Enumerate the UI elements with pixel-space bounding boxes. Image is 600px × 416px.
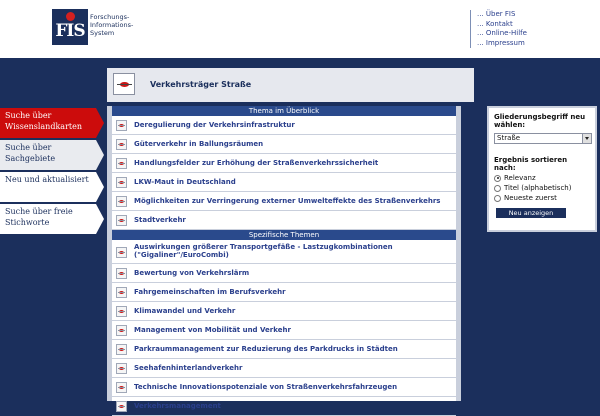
- topic-link[interactable]: Deregulierung der Verkehrsinfrastruktur: [134, 121, 295, 129]
- link-kontakt[interactable]: ... Kontakt: [477, 19, 513, 28]
- topic-link[interactable]: Technische Innovationspotenziale von Straßenverkehrsfahrzeugen: [134, 383, 398, 391]
- sort-option-relevanz[interactable]: [494, 174, 590, 182]
- nav-item-label: Suche über freie Stichworte: [5, 207, 73, 227]
- top-links: [470, 10, 527, 48]
- topic-link[interactable]: Fahrgemeinschaften im Berufsverkehr: [134, 288, 286, 296]
- topic-icon: [116, 287, 127, 298]
- topic-link[interactable]: Bewertung von Verkehrslärm: [134, 269, 250, 277]
- list-item: [112, 116, 456, 135]
- chevron-down-icon[interactable]: [582, 134, 591, 143]
- list-item: [112, 397, 456, 416]
- topic-icon: [116, 120, 127, 131]
- topic-icon: [116, 268, 127, 279]
- radio-label: Titel (alphabetisch): [504, 184, 572, 192]
- nav-item-stichworte[interactable]: [0, 204, 96, 234]
- topic-link[interactable]: Handlungsfelder zur Erhöhung der Straßenverkehrssicherheit: [134, 159, 379, 167]
- fis-logo[interactable]: [52, 9, 88, 45]
- nav-item-sachgebiete[interactable]: [0, 140, 96, 170]
- site-header: [0, 0, 600, 58]
- link-ueber-fis[interactable]: ... Über FIS: [477, 10, 516, 18]
- section-heading-overview: Thema im Überblick: [112, 106, 456, 116]
- nav-item-wissenslandkarten[interactable]: [0, 108, 96, 138]
- section-heading-specific: Spezifische Themen: [112, 230, 456, 240]
- topic-icon: [116, 306, 127, 317]
- list-item: [112, 283, 456, 302]
- logo-line: Informations-: [90, 21, 134, 29]
- topic-link[interactable]: Seehafenhinterlandverkehr: [134, 364, 243, 372]
- sort-label: Ergebnis sortieren nach:: [494, 156, 568, 172]
- topic-link[interactable]: Auswirkungen größerer Transportgefäße - Lastzugkombinationen ("Gigaliner"/EuroCombi): [134, 243, 393, 259]
- radio-label: Neueste zuerst: [504, 194, 557, 202]
- topic-list: [107, 106, 461, 410]
- category-select[interactable]: [494, 133, 592, 144]
- radio-button[interactable]: [494, 185, 501, 192]
- topic-icon: [116, 177, 127, 188]
- topic-link[interactable]: Klimawandel und Verkehr: [134, 307, 236, 315]
- list-item: [112, 264, 456, 283]
- topic-link[interactable]: Verkehrsmanagement: [134, 402, 221, 410]
- topic-icon: [116, 325, 127, 336]
- logo-red-dot: [66, 12, 75, 21]
- topic-icon: [116, 382, 127, 393]
- logo-line: System: [90, 29, 115, 37]
- list-item: [112, 240, 456, 264]
- list-item: [112, 154, 456, 173]
- nav-item-neu-aktualisiert[interactable]: [0, 172, 96, 202]
- logo-line: Forschungs-: [90, 13, 130, 21]
- topic-icon: [116, 363, 127, 374]
- list-item: [112, 378, 456, 397]
- category-select-value: Straße: [497, 134, 521, 142]
- nav-item-label: Neu und aktualisiert: [5, 175, 89, 184]
- topic-icon: [116, 196, 127, 207]
- list-item: [112, 359, 456, 378]
- topic-icon: [116, 401, 127, 412]
- topic-icon: [116, 158, 127, 169]
- road-icon: [113, 73, 135, 95]
- list-item: [112, 192, 456, 211]
- page-header: [107, 68, 474, 102]
- topic-link[interactable]: Stadtverkehr: [134, 216, 186, 224]
- radio-button[interactable]: [494, 195, 501, 202]
- list-item: [112, 302, 456, 321]
- topic-link[interactable]: LKW-Maut in Deutschland: [134, 178, 236, 186]
- category-label: Gliederungsbegriff neu wählen:: [494, 113, 586, 129]
- left-navigation: [0, 108, 102, 236]
- list-item: [112, 321, 456, 340]
- nav-item-label: Suche über Sachgebiete: [5, 143, 56, 163]
- topic-link[interactable]: Möglichkeiten zur Verringerung externer Umwelteffekte des Straßenverkehrs: [134, 197, 441, 205]
- topic-link[interactable]: Management von Mobilität und Verkehr: [134, 326, 291, 334]
- logo-text: [90, 13, 133, 37]
- topic-icon: [116, 215, 127, 226]
- logo-letters: FIS: [55, 21, 85, 41]
- list-item: [112, 173, 456, 192]
- topic-icon: [116, 344, 127, 355]
- radio-label: Relevanz: [504, 174, 536, 182]
- topic-link[interactable]: Parkraummanagement zur Reduzierung des Parkdrucks in Städten: [134, 345, 398, 353]
- topic-icon: [116, 139, 127, 150]
- sort-option-titel[interactable]: [494, 184, 590, 192]
- link-impressum[interactable]: ... Impressum: [477, 38, 525, 47]
- nav-item-label: Suche über Wissenslandkarten: [5, 111, 82, 131]
- topic-icon: [116, 247, 127, 258]
- page-title: Verkehrsträger Straße: [150, 80, 252, 89]
- sort-option-neueste[interactable]: [494, 194, 590, 202]
- link-online-hilfe[interactable]: ... Online-Hilfe: [477, 29, 527, 38]
- list-item: [112, 211, 456, 230]
- radio-button[interactable]: [494, 175, 501, 182]
- list-item: [112, 135, 456, 154]
- topic-link[interactable]: Güterverkehr in Ballungsräumen: [134, 140, 264, 148]
- show-results-button[interactable]: Neu anzeigen: [496, 208, 566, 218]
- filter-panel: [487, 106, 597, 232]
- list-item: [112, 340, 456, 359]
